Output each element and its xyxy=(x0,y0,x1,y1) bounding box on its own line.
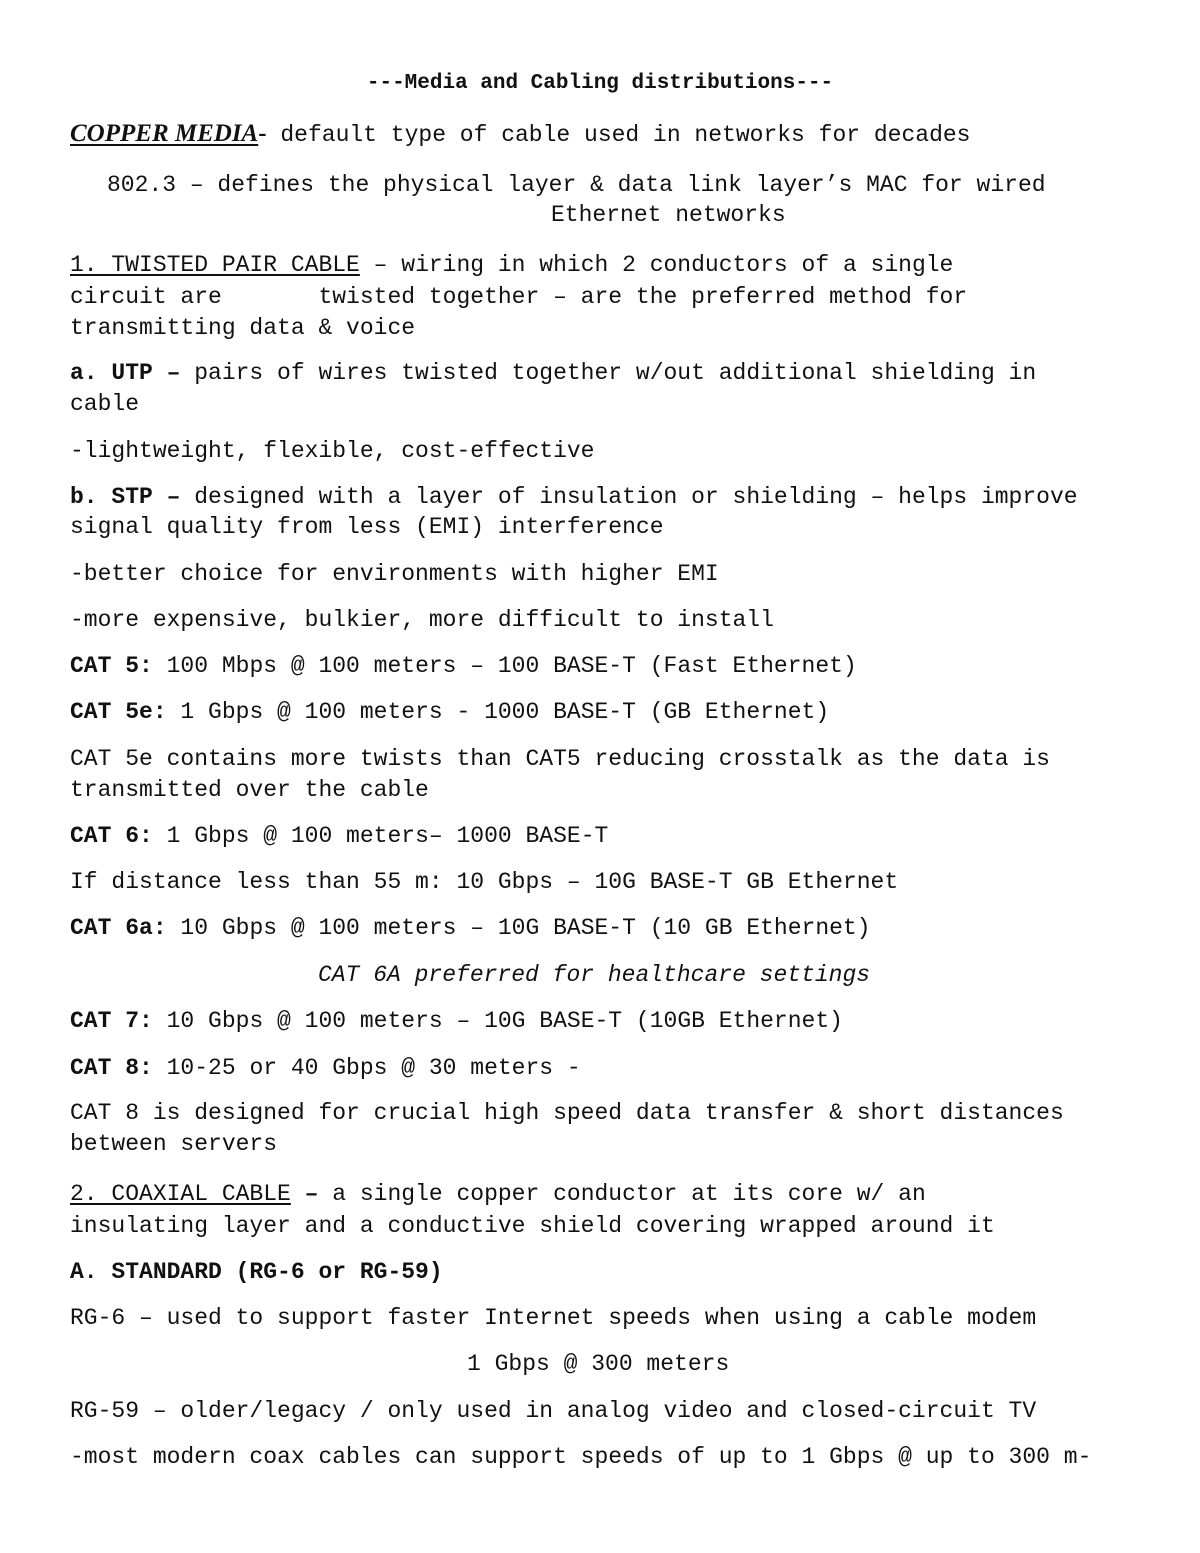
coax-heading: 2. COAXIAL CABLE xyxy=(70,1181,291,1207)
cat6a-label: CAT 6a: xyxy=(70,915,167,941)
rg6-line: RG-6 – used to support faster Internet speeds when using a cable modem xyxy=(70,1305,1037,1331)
cat7-description: 10 Gbps @ 100 meters – 10G BASE-T (10GB Ethernet) xyxy=(152,1008,843,1034)
cat8-label: CAT 8: xyxy=(70,1055,153,1081)
cat5e-note-line-1: CAT 5e contains more twists than CAT5 reducing crosstalk as the data is xyxy=(70,746,1050,772)
rg6-speed: 1 Gbps @ 300 meters xyxy=(467,1351,730,1377)
copper-media-description: default type of cable used in networks for decades xyxy=(266,122,971,148)
cat5e-note-line-2: transmitted over the cable xyxy=(70,777,429,803)
cat6-line xyxy=(70,821,608,852)
twisted-pair-line-2: circuit are twisted together – are the preferred method for xyxy=(70,284,968,310)
twisted-pair-description: – wiring in which 2 conductors of a single xyxy=(359,252,954,278)
utp-line-2: cable xyxy=(70,391,140,417)
twisted-pair-line-3: transmitting data & voice xyxy=(70,315,416,341)
cat5e-description: 1 Gbps @ 100 meters - 1000 BASE-T (GB Ethernet) xyxy=(166,699,830,725)
cat5-line xyxy=(70,651,857,682)
cat8-note-line-2: between servers xyxy=(70,1131,278,1157)
standard-heading: A. STANDARD (RG-6 or RG-59) xyxy=(70,1259,443,1285)
coax-description: a single copper conductor at its core w/ an xyxy=(318,1181,926,1207)
utp-line-1 xyxy=(70,358,1036,389)
utp-label: a. UTP – xyxy=(70,360,181,386)
document-title: ---Media and Cabling distributions--- xyxy=(366,72,834,95)
cat6-note: If distance less than 55 m: 10 Gbps – 10G BASE-T GB Ethernet xyxy=(70,869,899,895)
cat6a-line xyxy=(70,913,871,944)
cat7-line xyxy=(70,1006,843,1037)
ieee-line-1: 802.3 – defines the physical layer & data link layer’s MAC for wired xyxy=(107,172,1046,198)
cat5-description: 100 Mbps @ 100 meters – 100 BASE-T (Fast Ethernet) xyxy=(152,653,857,679)
cat6a-description: 10 Gbps @ 100 meters – 10G BASE-T (10 GB Ethernet) xyxy=(166,915,871,941)
stp-label: b. STP – xyxy=(70,484,181,510)
cat5e-line xyxy=(70,697,829,728)
copper-media-heading: COPPER MEDIA xyxy=(70,120,259,147)
cat6-label: CAT 6: xyxy=(70,823,153,849)
copper-media-line xyxy=(70,118,970,151)
coax-line-2: insulating layer and a conductive shield covering wrapped around it xyxy=(70,1213,995,1239)
twisted-pair-heading: 1. TWISTED PAIR CABLE xyxy=(70,252,360,278)
cat5-label: CAT 5: xyxy=(70,653,153,679)
stp-line-2: signal quality from less (EMI) interference xyxy=(70,514,664,540)
cat8-line xyxy=(70,1053,581,1084)
stp-note-2: -more expensive, bulkier, more difficult to install xyxy=(70,607,774,633)
cat8-note-line-1: CAT 8 is designed for crucial high speed data transfer & short distances xyxy=(70,1100,1064,1126)
stp-description: designed with a layer of insulation or shielding – helps improve xyxy=(180,484,1078,510)
rg59-line: RG-59 – older/legacy / only used in analog video and closed-circuit TV xyxy=(70,1398,1037,1424)
copper-media-dash: - xyxy=(258,120,267,147)
cat5e-label: CAT 5e: xyxy=(70,699,167,725)
stp-line-1 xyxy=(70,482,1078,513)
coax-speed-note: -most modern coax cables can support speeds of up to 1 Gbps @ up to 300 m- xyxy=(70,1444,1092,1470)
utp-note: -lightweight, flexible, cost-effective xyxy=(70,438,595,464)
ieee-line-2: Ethernet networks xyxy=(551,202,786,228)
cat8-description: 10-25 or 40 Gbps @ 30 meters - xyxy=(152,1055,581,1081)
stp-note-1: -better choice for environments with higher EMI xyxy=(70,561,719,587)
coax-line-1 xyxy=(70,1179,926,1210)
coax-dash: – xyxy=(290,1181,319,1207)
cat6a-note: CAT 6A preferred for healthcare settings xyxy=(318,962,871,988)
utp-description: pairs of wires twisted together w/out additional shielding in xyxy=(180,360,1037,386)
cat7-label: CAT 7: xyxy=(70,1008,153,1034)
twisted-pair-line-1 xyxy=(70,250,953,281)
cat6-description: 1 Gbps @ 100 meters– 1000 BASE-T xyxy=(152,823,609,849)
